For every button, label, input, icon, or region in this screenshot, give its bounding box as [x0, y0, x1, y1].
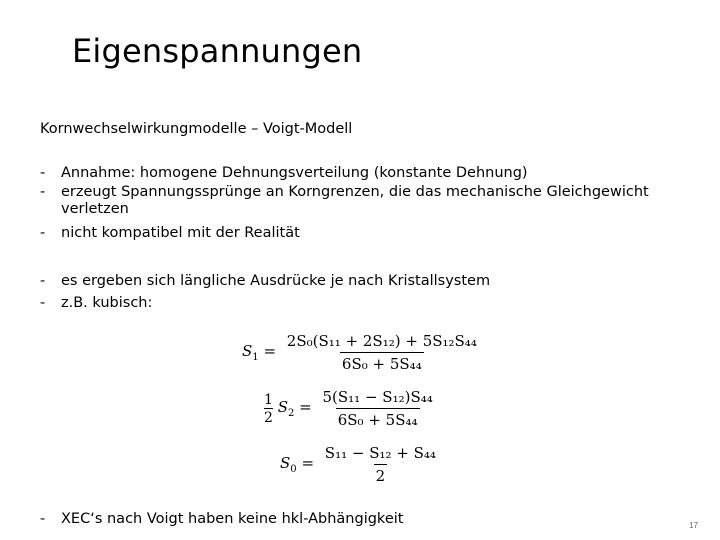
equation-lhs: $S_2$ = [277, 398, 312, 419]
dash-bullet: - [40, 295, 46, 311]
equation-half-s2 [264, 388, 435, 429]
page-number: 17 [689, 521, 698, 530]
bullet-text: es ergeben sich längliche Ausdrücke je nach Kristallsystem [61, 273, 491, 289]
dash-bullet: - [40, 511, 46, 527]
bullet-list-voigt-assumptions [40, 162, 680, 244]
bullet-item [40, 270, 680, 292]
equation-numerator: 5(S₁₁ − S₁₂)S₄₄ [322, 388, 433, 406]
bullet-item [40, 292, 680, 314]
equation-coefficient: $\frac{1}{2}$ [264, 391, 273, 426]
bullet-item [40, 184, 680, 222]
equation-s0 [280, 444, 438, 485]
dash-bullet: - [40, 273, 46, 289]
bullet-text: z.B. kubisch: [61, 295, 153, 311]
equation-fraction [321, 388, 435, 429]
equation-s1 [242, 332, 479, 373]
slide-title: Eigenspannungen [72, 32, 363, 70]
bullet-list-conclusion [40, 508, 680, 530]
equation-lhs: $S_1$ = [242, 342, 277, 363]
slide-subtitle: Kornwechselwirkungmodelle – Voigt-Modell [40, 121, 353, 137]
bullet-item [40, 162, 680, 184]
bullet-item [40, 222, 680, 244]
dash-bullet: - [40, 184, 46, 200]
bullet-text: nicht kompatibel mit der Realität [61, 225, 300, 241]
equation-lhs: $S_0$ = [280, 454, 315, 475]
equation-numerator: S₁₁ − S₁₂ + S₄₄ [324, 444, 436, 462]
equation-numerator: 2S₀(S₁₁ + 2S₁₂) + 5S₁₂S₄₄ [286, 332, 477, 350]
bullet-list-expressions [40, 270, 680, 314]
bullet-item [40, 508, 680, 530]
equation-fraction [323, 444, 438, 485]
bullet-text: XEC‘s nach Voigt haben keine hkl-Abhängigkeit [61, 511, 404, 527]
bullet-text: Annahme: homogene Dehnungsverteilung (konstante Dehnung) [61, 165, 528, 181]
equation-denominator: 2 [374, 464, 388, 485]
dash-bullet: - [40, 225, 46, 241]
bullet-text: erzeugt Spannungssprünge an Korngrenzen, die das mechanische Gleichgewicht verletzen [61, 184, 649, 217]
equation-fraction [285, 332, 479, 373]
equation-denominator: 6S₀ + 5S₄₄ [340, 352, 424, 373]
dash-bullet: - [40, 165, 46, 181]
equation-denominator: 6S₀ + 5S₄₄ [336, 408, 420, 429]
